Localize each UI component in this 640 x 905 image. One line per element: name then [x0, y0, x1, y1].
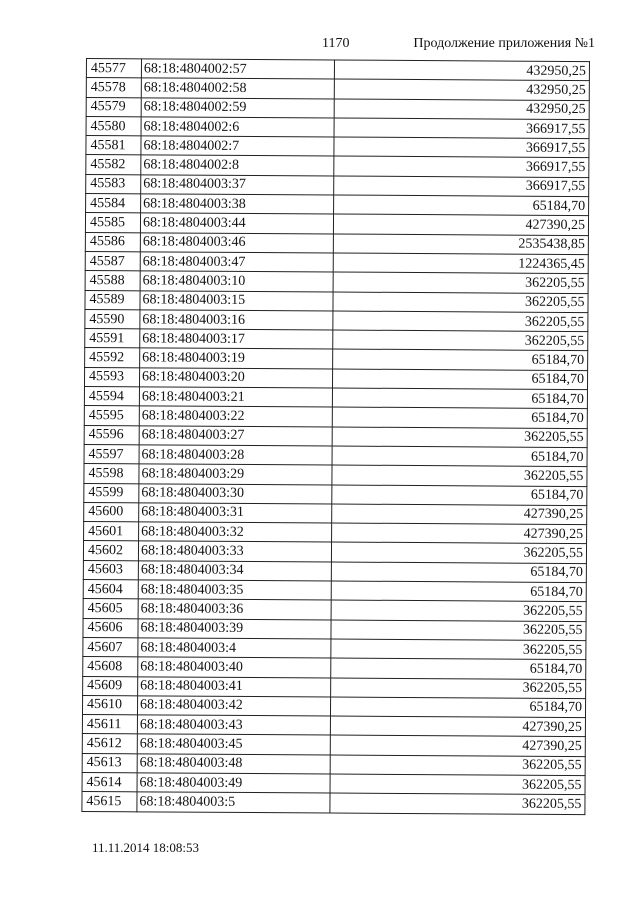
row-number: 45600: [84, 502, 139, 522]
cadastral-value: 2535438,85: [333, 234, 588, 255]
cadastral-value: 432950,25: [334, 60, 589, 81]
row-number: 45609: [83, 676, 138, 696]
cadastral-number: 68:18:4804003:39: [138, 618, 331, 638]
cadastral-value: 366917,55: [334, 118, 589, 139]
row-number: 45588: [85, 271, 140, 291]
cadastral-number: 68:18:4804003:21: [139, 387, 332, 407]
row-number: 45594: [84, 387, 139, 407]
cadastral-number: 68:18:4804003:22: [139, 406, 332, 426]
cadastral-value: 427390,25: [332, 504, 587, 525]
row-number: 45608: [83, 657, 138, 677]
row-number: 45604: [83, 580, 138, 600]
print-timestamp: 11.11.2014 18:08:53: [92, 840, 200, 855]
cadastral-value: 362205,55: [333, 272, 588, 293]
cadastral-value: 65184,70: [330, 697, 585, 718]
cadastral-value: 362205,55: [331, 600, 586, 621]
cadastral-number: 68:18:4804003:45: [137, 734, 330, 754]
cadastral-value: 65184,70: [332, 388, 587, 409]
cadastral-number: 68:18:4804003:15: [140, 290, 333, 310]
cadastral-value: 427390,25: [333, 214, 588, 235]
cadastral-value: 362205,55: [332, 465, 587, 486]
cadastral-number: 68:18:4804003:49: [137, 773, 330, 793]
row-number: 45597: [84, 444, 139, 464]
cadastral-value: 362205,55: [331, 620, 586, 641]
cadastral-number: 68:18:4804003:30: [139, 483, 332, 503]
cadastral-number: 68:18:4804003:20: [139, 368, 332, 388]
cadastral-number: 68:18:4804003:28: [139, 445, 332, 465]
row-number: 45593: [84, 367, 139, 387]
cadastral-value: 427390,25: [330, 735, 585, 756]
table-body: [82, 59, 590, 815]
cadastral-number: 68:18:4804003:48: [137, 754, 330, 774]
row-number: 45603: [83, 560, 138, 580]
cadastral-number: 68:18:4804002:7: [141, 136, 334, 156]
row-number: 45610: [82, 695, 137, 715]
row-number: 45578: [86, 78, 141, 98]
cadastral-number: 68:18:4804003:35: [138, 580, 331, 600]
row-number: 45590: [85, 309, 140, 329]
row-number: 45601: [84, 522, 139, 542]
cadastral-number: 68:18:4804003:43: [137, 715, 330, 735]
cadastral-value: 362205,55: [330, 774, 585, 795]
cadastral-value: 65184,70: [331, 581, 586, 602]
row-number: 45587: [85, 251, 140, 271]
cadastral-number: 68:18:4804003:36: [138, 599, 331, 619]
row-number: 45611: [82, 715, 137, 735]
cadastral-value: 427390,25: [332, 523, 587, 544]
row-number: 45591: [85, 329, 140, 349]
cadastral-value: 366917,55: [334, 157, 589, 178]
cadastral-number: 68:18:4804003:17: [140, 329, 333, 349]
row-number: 45586: [85, 232, 140, 252]
cadastral-number: 68:18:4804003:16: [140, 310, 333, 330]
row-number: 45592: [85, 348, 140, 368]
cadastral-value: 65184,70: [332, 485, 587, 506]
page-number: 1170: [322, 36, 350, 51]
cadastral-number: 68:18:4804003:38: [141, 194, 334, 214]
row-number: 45607: [83, 637, 138, 657]
cadastral-value: 362205,55: [331, 639, 586, 660]
cadastral-number: 68:18:4804003:40: [138, 657, 331, 677]
cadastral-value: 362205,55: [330, 793, 585, 814]
cadastral-number: 68:18:4804002:57: [141, 59, 334, 79]
cadastral-value: 366917,55: [334, 176, 589, 197]
row-number: 45596: [84, 425, 139, 445]
cadastral-value: 65184,70: [333, 349, 588, 370]
row-number: 45606: [83, 618, 138, 638]
cadastral-value: 362205,55: [331, 542, 586, 563]
row-number: 45579: [86, 97, 141, 117]
cadastral-number: 68:18:4804003:34: [138, 561, 331, 581]
row-number: 45605: [83, 599, 138, 619]
cadastral-number: 68:18:4804003:44: [140, 213, 333, 233]
row-number: 45595: [84, 406, 139, 426]
cadastral-value: 65184,70: [332, 446, 587, 467]
row-number: 45612: [82, 734, 137, 754]
cadastral-number: 68:18:4804003:37: [141, 175, 334, 195]
cadastral-number: 68:18:4804002:58: [141, 78, 334, 98]
row-number: 45613: [82, 753, 137, 773]
page-caption: Продолжение приложения №1: [413, 36, 595, 51]
cadastral-value: 65184,70: [332, 407, 587, 428]
cadastral-number: 68:18:4804003:27: [139, 425, 332, 445]
row-number: 45589: [85, 290, 140, 310]
cadastral-number: 68:18:4804003:10: [140, 271, 333, 291]
cadastral-value: 432950,25: [334, 79, 589, 100]
cadastral-number: 68:18:4804003:46: [140, 233, 333, 253]
row-number: 45580: [86, 116, 141, 136]
row-number: 45577: [86, 59, 141, 79]
registry-table: [81, 58, 590, 815]
cadastral-number: 68:18:4804003:42: [137, 696, 330, 716]
cadastral-value: 362205,55: [332, 427, 587, 448]
cadastral-value: 427390,25: [330, 716, 585, 737]
cadastral-value: 362205,55: [333, 311, 588, 332]
cadastral-value: 432950,25: [334, 99, 589, 120]
table-row: [82, 792, 585, 814]
cadastral-value: 65184,70: [334, 195, 589, 216]
row-number: 45615: [82, 792, 137, 812]
row-number: 45582: [86, 155, 141, 175]
row-number: 45585: [85, 213, 140, 233]
cadastral-number: 68:18:4804002:8: [141, 155, 334, 175]
cadastral-value: 362205,55: [333, 330, 588, 351]
cadastral-value: 65184,70: [331, 562, 586, 583]
cadastral-number: 68:18:4804003:41: [138, 676, 331, 696]
cadastral-value: 1224365,45: [333, 253, 588, 274]
cadastral-number: 68:18:4804003:33: [138, 541, 331, 561]
row-number: 45581: [86, 136, 141, 156]
cadastral-value: 65184,70: [332, 369, 587, 390]
cadastral-value: 366917,55: [334, 137, 589, 158]
cadastral-value: 65184,70: [331, 658, 586, 679]
cadastral-value: 362205,55: [333, 292, 588, 313]
cadastral-number: 68:18:4804003:47: [140, 252, 333, 272]
cadastral-number: 68:18:4804003:19: [140, 348, 333, 368]
row-number: 45602: [83, 541, 138, 561]
row-number: 45584: [86, 194, 141, 214]
cadastral-number: 68:18:4804003:32: [139, 522, 332, 542]
cadastral-number: 68:18:4804003:4: [138, 638, 331, 658]
row-number: 45614: [82, 772, 137, 792]
row-number: 45598: [84, 464, 139, 484]
cadastral-number: 68:18:4804002:6: [141, 117, 334, 137]
cadastral-number: 68:18:4804003:31: [139, 503, 332, 523]
row-number: 45583: [86, 174, 141, 194]
cadastral-number: 68:18:4804002:59: [141, 97, 334, 117]
row-number: 45599: [84, 483, 139, 503]
cadastral-number: 68:18:4804003:5: [137, 792, 330, 812]
cadastral-value: 362205,55: [330, 755, 585, 776]
cadastral-number: 68:18:4804003:29: [139, 464, 332, 484]
cadastral-value: 362205,55: [331, 678, 586, 699]
